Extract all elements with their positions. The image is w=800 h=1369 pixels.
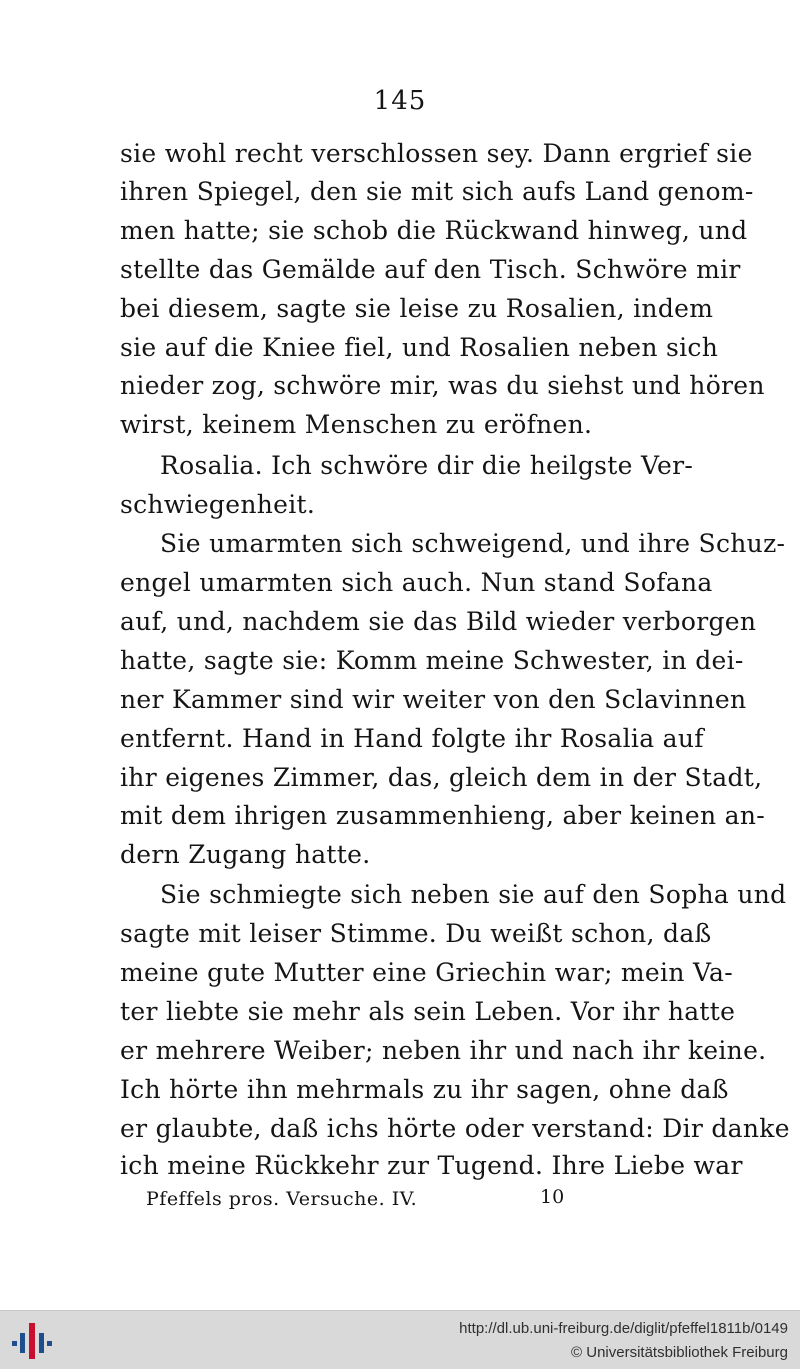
copyright-text: © Universitätsbibliothek Freiburg [571,1344,788,1361]
page-number: 145 [373,86,427,116]
text-line: schwiegenheit. [120,490,316,519]
text-line: nieder zog, schwöre mir, was du siehst und hören [120,371,765,400]
text-line: Rosalia. Ich schwöre dir die heilgste Ver- [160,451,694,480]
text-line: sie wohl recht verschlossen sey. Dann ergrief sie [120,139,753,168]
text-line: meine gute Mutter eine Griechin war; mein Va- [120,958,733,987]
text-line: sagte mit leiser Stimme. Du weißt schon, daß [120,919,712,948]
text-line: ich meine Rückkehr zur Tugend. Ihre Liebe war [120,1151,743,1180]
text-line: mit dem ihrigen zusammenhieng, aber keinen an- [120,801,765,830]
text-line: dern Zugang hatte. [120,840,371,869]
text-line: er glaubte, daß ichs hörte oder verstand: Dir danke [120,1114,790,1143]
text-line: sie auf die Kniee fiel, und Rosalien neben sich [120,333,719,362]
signature-mark: Pfeffels pros. Versuche. IV. [146,1188,418,1210]
text-line: stellte das Gemälde auf den Tisch. Schwöre mir [120,255,741,284]
text-line: bei diesem, sagte sie leise zu Rosalien, indem [120,294,714,323]
sheet-number: 10 [540,1186,565,1208]
text-line: Sie schmiegte sich neben sie auf den Sopha und [160,880,787,909]
text-line: ner Kammer sind wir weiter von den Sclavinnen [120,685,747,714]
document-url-link[interactable]: http://dl.ub.uni-freiburg.de/diglit/pfeffel1811b/0149 [459,1320,788,1337]
text-line: engel umarmten sich auch. Nun stand Sofana [120,568,713,597]
text-line: hatte, sagte sie: Komm meine Schwester, in dei- [120,646,744,675]
text-line: ter liebte sie mehr als sein Leben. Vor ihr hatte [120,997,736,1026]
text-line: ihr eigenes Zimmer, das, gleich dem in der Stadt, [120,763,763,792]
footer-bar [0,1310,800,1369]
text-line: auf, und, nachdem sie das Bild wieder verborgen [120,607,757,636]
text-line: Sie umarmten sich schweigend, und ihre Schuz- [160,529,786,558]
library-logo-icon [10,1319,54,1363]
text-line: men hatte; sie schob die Rückwand hinweg, und [120,216,748,245]
text-line: wirst, keinem Menschen zu eröfnen. [120,410,593,439]
text-line: Ich hörte ihn mehrmals zu ihr sagen, ohne daß [120,1075,729,1104]
text-line: ihren Spiegel, den sie mit sich aufs Land genom- [120,177,754,206]
text-line: entfernt. Hand in Hand folgte ihr Rosalia auf [120,724,704,753]
text-line: er mehrere Weiber; neben ihr und nach ihr keine. [120,1036,767,1065]
